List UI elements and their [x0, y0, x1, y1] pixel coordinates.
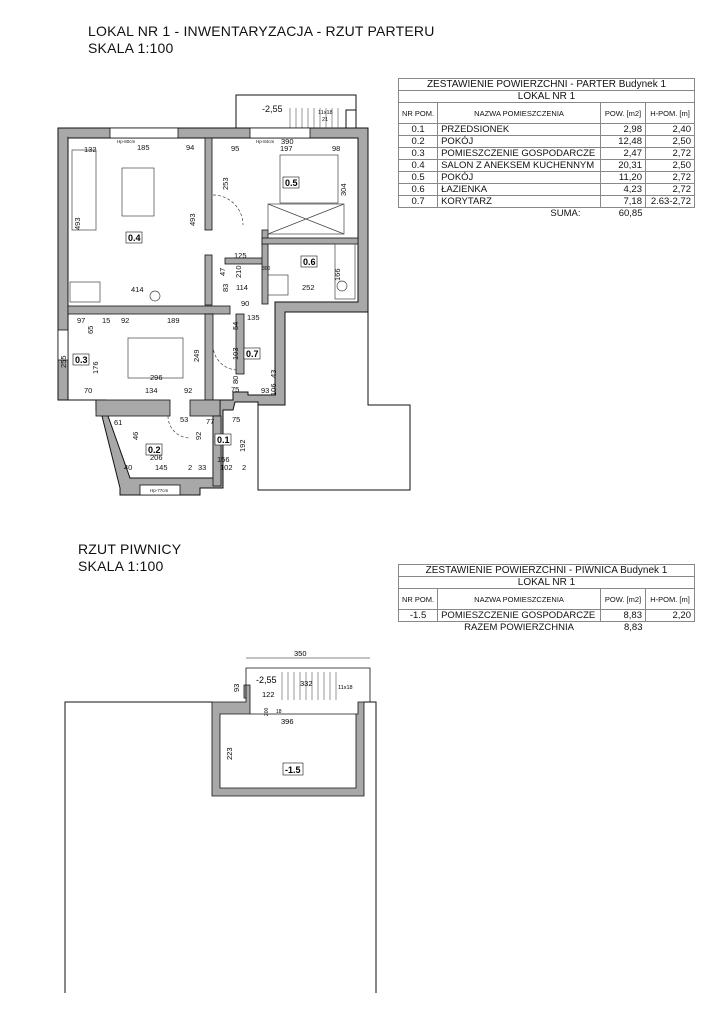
cell-nr: 0.7: [399, 196, 438, 208]
dim-80: 80: [231, 375, 240, 384]
stair-note-2: 21: [322, 117, 329, 123]
ground-table-subheader: LOKAL NR 1: [399, 91, 695, 103]
window-note-2: Hp-84cm: [256, 139, 275, 144]
room-label-07: 0.7: [246, 349, 259, 359]
dim-43: 43: [269, 369, 278, 378]
dim-255: 255: [59, 355, 68, 368]
cell-nr: 0.5: [399, 172, 438, 184]
cell-height: 2,40: [646, 124, 695, 136]
room-label-06: 0.6: [303, 257, 316, 267]
dim-98: 98: [332, 144, 341, 153]
col-name-header: NAZWA POMIESZCZENIA: [438, 103, 601, 124]
cell-height: 2,50: [646, 160, 695, 172]
dim-93: 93: [261, 386, 270, 395]
dim-185: 185: [137, 143, 150, 152]
dim-97: 97: [77, 316, 86, 325]
dim-493-right: 493: [188, 213, 197, 226]
basement-stair-note: 11x18: [338, 685, 353, 691]
col-area-header: POW. [m2]: [601, 103, 646, 124]
dim-145: 145: [155, 463, 168, 472]
dim-77: 77: [206, 417, 215, 426]
dim-46: 46: [131, 431, 140, 440]
bdim-223: 223: [225, 747, 234, 760]
dim-92-b: 92: [184, 386, 193, 395]
dim-95: 95: [231, 144, 240, 153]
dim-75-a: 75: [231, 385, 240, 394]
sum-label: SUMA:: [550, 208, 581, 219]
bdim-200: 200: [264, 707, 270, 716]
bdim-396: 396: [281, 717, 294, 726]
ground-title-line1: LOKAL NR 1 - INWENTARYZACJA - RZUT PARTERU: [88, 23, 435, 39]
dim-92-a: 92: [121, 316, 130, 325]
dim-197: 197: [280, 144, 293, 153]
dim-206: 206: [150, 453, 163, 462]
cell-name: KORYTARZ: [438, 196, 601, 208]
basement-title-line1: RZUT PIWNICY: [78, 541, 182, 557]
sum-value: 60,85: [618, 208, 643, 219]
cell-area: 7,18: [601, 196, 646, 208]
ground-table-header: ZESTAWIENIE POWIERZCHNI - PARTER Budynek 1: [399, 79, 695, 91]
cell-nr: 0.4: [399, 160, 438, 172]
dim-53: 53: [180, 415, 189, 424]
dim-2-a: 2: [188, 463, 193, 472]
dim-166: 166: [333, 268, 342, 281]
dim-189: 189: [167, 316, 180, 325]
dim-15: 15: [102, 316, 111, 325]
cell-nr: 0.6: [399, 184, 438, 196]
dim-83: 83: [221, 283, 230, 292]
bcol-nr-header: NR POM.: [399, 589, 438, 610]
room-label-02: 0.2: [148, 445, 161, 455]
bcol-height-header: H-POM. [m]: [646, 589, 695, 610]
bdim-18: 18: [276, 709, 282, 715]
room-label-04: 0.4: [128, 233, 141, 243]
basement-plan: [65, 649, 376, 993]
basement-level-mark: -2,55: [256, 675, 277, 685]
dim-90: 90: [241, 299, 250, 308]
dim-94: 94: [186, 143, 195, 152]
cell-name: PRZEDSIONEK: [438, 124, 601, 136]
cell-area: 20,31: [601, 160, 646, 172]
cell-name: ŁAZIENKA: [438, 184, 601, 196]
cell-nr: 0.3: [399, 148, 438, 160]
cell-height: 2,50: [646, 136, 695, 148]
dim-296: 296: [150, 373, 163, 382]
col-height-header: H-POM. [m]: [646, 103, 695, 124]
dim-249: 249: [192, 349, 201, 362]
dim-132: 132: [84, 145, 97, 154]
dim-390: 390: [281, 137, 294, 146]
col-nr-header: NR POM.: [399, 103, 438, 124]
dim-65: 65: [86, 325, 95, 334]
dim-92-c: 92: [194, 431, 203, 440]
bcol-area-header: POW. [m2]: [601, 589, 646, 610]
dim-252: 252: [302, 283, 315, 292]
dim-304: 304: [339, 183, 348, 196]
dim-47: 47: [218, 267, 227, 276]
dim-2-b: 2: [242, 463, 247, 472]
stair-note: 11x18: [318, 110, 333, 116]
cell-height: 2,20: [646, 610, 695, 622]
bdim-332: 332: [300, 679, 313, 688]
bcol-name-header: NAZWA POMIESZCZENIA: [438, 589, 601, 610]
cell-name: POKÓJ: [438, 172, 601, 184]
cell-nr: 0.1: [399, 124, 438, 136]
cell-name: POMIESZCZENIE GOSPODARCZE: [438, 148, 601, 160]
basement-title-line2: SKALA 1:100: [78, 558, 164, 574]
dim-300: 300: [262, 266, 271, 272]
cell-name: SALON Z ANEKSEM KUCHENNYM: [438, 160, 601, 172]
dim-70: 70: [84, 386, 93, 395]
room-label-01: 0.1: [217, 435, 230, 445]
dim-176: 176: [91, 361, 100, 374]
dim-156: 156: [217, 455, 230, 464]
cell-area: 8,83: [601, 610, 646, 622]
cell-area: 4,23: [601, 184, 646, 196]
basement-table-header: ZESTAWIENIE POWIERZCHNI - PIWNICA Budynek 1: [399, 565, 695, 577]
bdim-350: 350: [294, 649, 307, 658]
cell-nr: 0.2: [399, 136, 438, 148]
dim-253: 253: [221, 177, 230, 190]
room-label-05: 0.5: [285, 178, 298, 188]
dim-40: 40: [124, 463, 133, 472]
cell-area: 12,48: [601, 136, 646, 148]
dim-135: 135: [247, 313, 260, 322]
cell-height: 2,72: [646, 148, 695, 160]
dim-493-left: 493: [73, 217, 82, 230]
window-note-3: Hp-77cm: [150, 488, 169, 493]
cell-height: 2.63-2,72: [646, 196, 695, 208]
dim-134: 134: [145, 386, 158, 395]
total-label: RAZEM POWIERZCHNIA: [464, 622, 574, 633]
cell-area: 2,98: [601, 124, 646, 136]
cell-area: 2,47: [601, 148, 646, 160]
dim-210: 210: [234, 265, 243, 278]
cell-height: 2,72: [646, 172, 695, 184]
dim-102: 102: [220, 463, 233, 472]
dim-33: 33: [198, 463, 207, 472]
basement-table-subheader: LOKAL NR 1: [399, 577, 695, 589]
dim-192: 192: [238, 439, 247, 452]
dim-125: 125: [234, 251, 247, 260]
dim-54: 54: [231, 321, 240, 330]
cell-nr: -1.5: [399, 610, 438, 622]
level-mark: -2,55: [262, 104, 283, 114]
dim-75-b: 75: [232, 415, 241, 424]
cell-name: POKÓJ: [438, 136, 601, 148]
room-label-03: 0.3: [75, 355, 88, 365]
dim-114: 114: [236, 283, 248, 292]
cell-name: POMIESZCZENIE GOSPODARCZE: [438, 610, 601, 622]
dim-106: 106: [269, 383, 278, 396]
bdim-122: 122: [262, 690, 275, 699]
dim-414: 414: [131, 285, 144, 294]
cell-area: 11,20: [601, 172, 646, 184]
cell-height: 2,72: [646, 184, 695, 196]
ground-title-line2: SKALA 1:100: [88, 40, 174, 56]
bdim-93: 93: [232, 683, 241, 692]
dim-61: 61: [114, 418, 123, 427]
window-note-1: Hp-80cm: [117, 139, 136, 144]
basement-room-label: -1.5: [285, 765, 301, 775]
dim-103: 103: [231, 347, 240, 360]
total-value: 8,83: [624, 622, 643, 633]
